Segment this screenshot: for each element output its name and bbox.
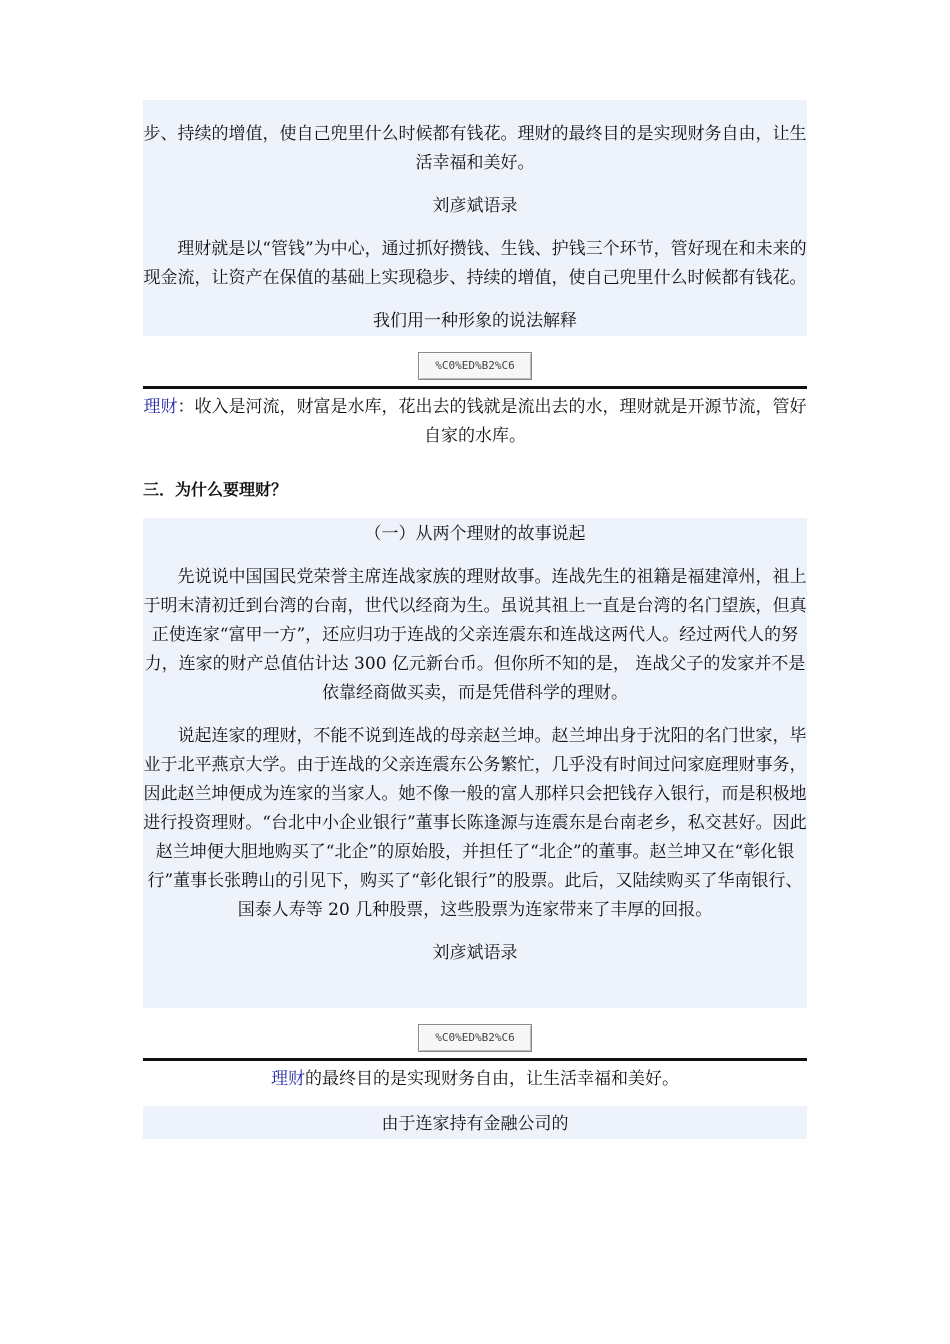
broken-image-placeholder: %C0%ED%B2%C6 (418, 1024, 532, 1052)
broken-image-placeholder: %C0%ED%B2%C6 (418, 352, 532, 380)
document-page (143, 100, 807, 1139)
quote-box-3 (143, 1106, 807, 1139)
quote-box-1 (143, 100, 807, 336)
paragraph: 说起连家的理财，不能不说到连战的母亲赵兰坤。赵兰坤出身于沈阳的名门世家，毕业于北平燕京大学。由于连战的父亲连震东公务繁忙，几乎没有时间过问家庭理财事务，因此赵兰坤便成为连家的当家人。她不像一般的富人那样只会把钱存入银行，而是积极地进行投资理财。“台北中小企业银行”董事长陈逢源与连震东是台南老乡，私交甚好。因此赵兰坤便大胆地购买了“北企”的原始股，并担任了“北企”的董事。赵兰坤又在“彰化银行”董事长张聘山的引见下，购买了“彰化银行”的股票。此后，又陆续购买了华南银行、国泰人寿等 20 几种股票，这些股票为连家带来了丰厚的回报。 (143, 726, 807, 920)
quote-attribution: 刘彦斌语录 (432, 196, 518, 216)
image-caption: 理财的最终目的是实现财务自由，让生活幸福和美好。 (271, 1069, 679, 1089)
paragraph: 由于连家持有金融公司的 (381, 1114, 569, 1134)
paragraph: 我们用一种形象的说法解释 (373, 311, 577, 331)
image-caption: 理财：收入是河流，财富是水库，花出去的钱就是流出去的水，理财就是开源节流，管好自家的水库。 (143, 397, 807, 446)
section-heading: 三．为什么要理财？ (143, 480, 288, 499)
paragraph: 先说说中国国民党荣誉主席连战家族的理财故事。连战先生的祖籍是福建漳州，祖上于明末清初迁到台湾的台南，世代以经商为生。虽说其祖上一直是台湾的名门望族，但真正使连家“富甲一方”，还应归功于连战的父亲连震东和连战这两代人。经过两代人的努力，连家的财产总值估计达 300 亿元新台币。但你所不知的是， 连战父子的发家并不是依靠经商做买卖，而是凭借科学的理财。 (143, 567, 807, 703)
paragraph: 步、持续的增值，使自己兜里什么时候都有钱花。理财的最终目的是实现财务自由，让生活幸福和美好。 (143, 124, 807, 173)
caption-link[interactable]: 理财 (271, 1069, 305, 1089)
quote-box-2 (143, 518, 807, 1008)
paragraph: 理财就是以“管钱”为中心，通过抓好攒钱、生钱、护钱三个环节，管好现在和未来的现金流，让资产在保值的基础上实现稳步、持续的增值，使自己兜里什么时候都有钱花。 (143, 239, 807, 288)
caption-link[interactable]: 理财 (143, 397, 178, 417)
quote-attribution: 刘彦斌语录 (432, 943, 518, 963)
story-title: （一）从两个理财的故事说起 (364, 524, 586, 544)
horizontal-rule (143, 1058, 807, 1061)
horizontal-rule (143, 386, 807, 389)
